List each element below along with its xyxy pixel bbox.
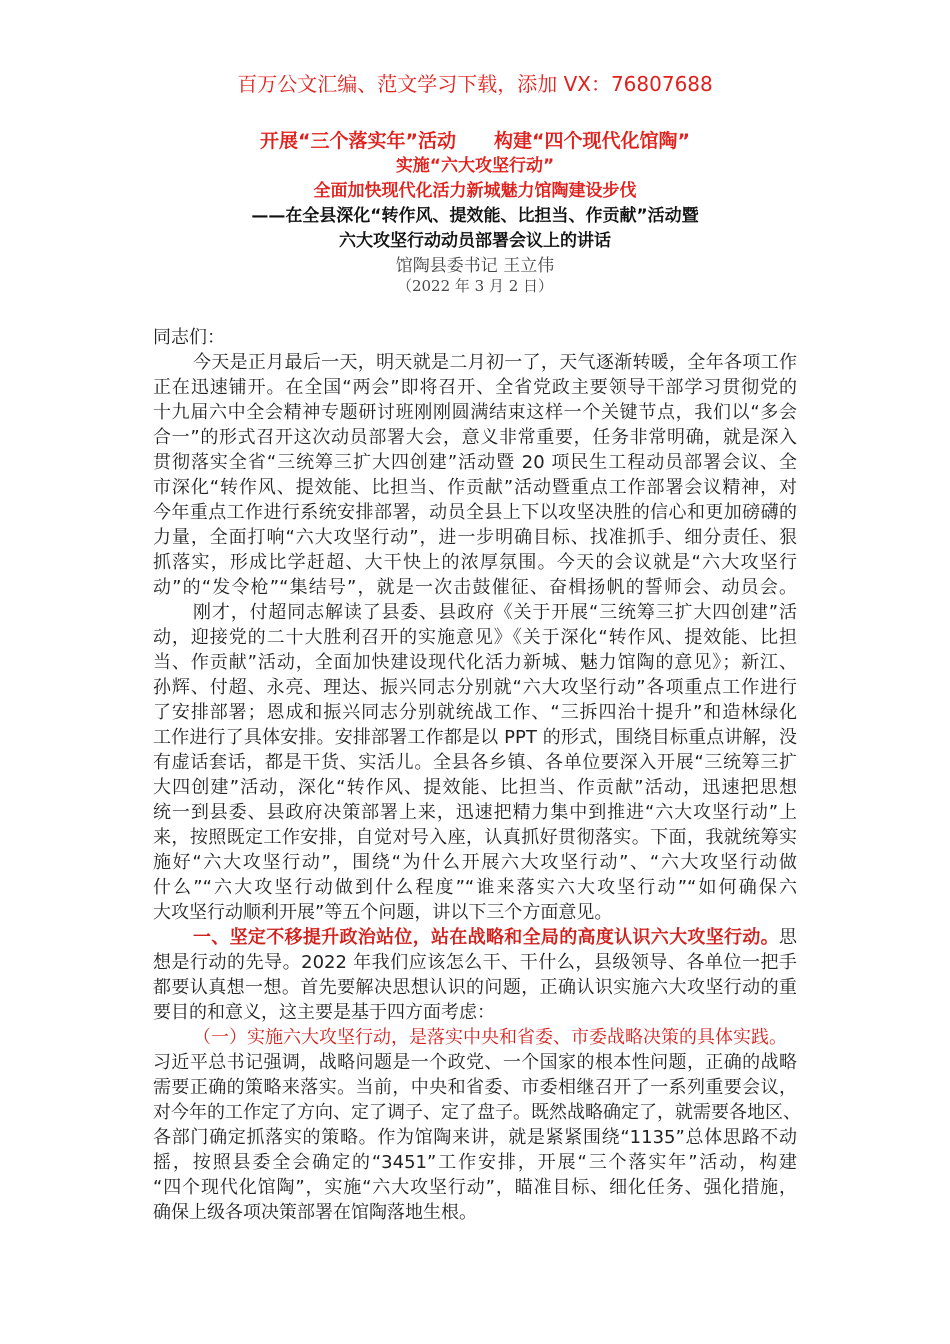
body-line [153,425,797,450]
body-line [153,875,797,900]
body-line [153,775,797,800]
body-line [153,350,797,375]
body-line [153,675,797,700]
body-line [153,800,797,825]
title-line-2: 实施“六大攻坚行动” [395,156,555,176]
line-text: 有虚话套话，都是干货、实活儿。全县各乡镇、各单位要深入开展“三统筹三扩 [153,752,797,773]
body-line [153,1150,797,1175]
line-text: 今天是正月最后一天，明天就是二月初一了，天气逐渐转暖，全年各项工作 [193,352,797,373]
line-text: “四个现代化馆陶”，实施“六大攻坚行动”，瞄准目标、细化任务、强化措施， [153,1177,797,1198]
line-text: 思 [779,927,797,948]
body-line [153,1000,797,1025]
body-line [153,475,797,500]
body-line [153,1125,797,1150]
line-text: 需要正确的策略来落实。当前，中央和省委、市委相继召开了一系列重要会议， [153,1077,797,1098]
line-text: 统一到县委、县政府决策部署上来，迅速把精力集中到推进“六大攻坚行动”上 [153,802,797,823]
body-line [153,650,797,675]
subtitle-line-1: ——在全县深化“转作风、提效能、比担当、作贡献”活动暨 [251,206,699,226]
section-heading-line [153,925,797,950]
body-line [153,450,797,475]
body-line [153,825,797,850]
line-text: 对今年的工作定了方向、定了调子、定了盘子。既然战略确定了，就需要各地区、 [153,1102,801,1123]
body-line [153,975,797,1000]
line-text: 大四创建”活动，深化“转作风、提效能、比担当、作贡献”活动，迅速把思想 [153,777,797,798]
section-heading: （一）实施六大攻坚行动，是落实中央和省委、市委战略决策的具体实践。 [193,1027,787,1048]
body-line [153,1075,797,1100]
line-text: 贯彻落实全省“三统筹三扩大四创建”活动暨 20 项民生工程动员部署会议、全 [153,452,797,473]
body-line [153,550,797,575]
body-line [153,700,797,725]
body-line [153,600,797,625]
section-heading-line [153,1025,797,1050]
line-text: 动”的“发令枪”“集结号”，就是一次击鼓催征、奋楫扬帆的誓师会、动员会。 [153,577,797,598]
line-text: 想是行动的先导。2022 年我们应该怎么干、干什么，县级领导、各单位一把手 [153,952,797,973]
line-text: 要目的和意义，这主要是基于四方面考虑： [153,1002,495,1023]
line-text: 习近平总书记强调，战略问题是一个政党、一个国家的根本性问题，正确的战略 [153,1052,797,1073]
line-text: 了安排部署；恩成和振兴同志分别就统战工作、“三拆四治十提升”和造林绿化 [153,702,797,723]
title-line-1: 开展“三个落实年”活动 构建“四个现代化馆陶” [260,130,690,152]
body-line [153,750,797,775]
line-text: 各部门确定抓落实的策略。作为馆陶来讲，就是紧紧围绕“1135”总体思路不动 [153,1127,797,1148]
body-line [153,1050,797,1075]
line-text: 什么”“六大攻坚行动做到什么程度”“谁来落实六大攻坚行动”“如何确保六 [153,877,797,898]
line-text: 当、作贡献”活动，全面加快建设现代化活力新城、魅力馆陶的意见》；新江、 [153,652,797,673]
line-text: 抓落实，形成比学赶超、大干快上的浓厚氛围。今天的会议就是“六大攻坚行 [153,552,797,573]
date: （2022 年 3 月 2 日） [396,277,554,295]
body-line [153,500,797,525]
line-text: 今年重点工作进行系统安排部署，动员全县上下以攻坚决胜的信心和更加磅礴的 [153,502,797,523]
speech-body [153,325,801,1225]
body-line [153,1175,797,1200]
body-line [153,375,797,400]
line-text: 都要认真想一想。首先要解决思想认识的问题，正确认识实施六大攻坚行动的重 [153,977,797,998]
body-line [153,625,797,650]
line-text: 来，按照既定工作安排，自觉对号入座，认真抓好贯彻落实。下面，我就统筹实 [153,827,797,848]
body-line [153,1100,801,1125]
body-line [153,575,797,600]
line-text: 工作进行了具体安排。安排部署工作都是以 PPT 的形式，围绕目标重点讲解，没 [153,727,797,748]
line-text: 确保上级各项决策部署在馆陶落地生根。 [153,1202,477,1223]
line-text: 摇，按照县委全会确定的“3451”工作安排，开展“三个落实年”活动，构建 [153,1152,797,1173]
body-line [153,325,797,350]
body-line [153,525,797,550]
line-text: 合一”的形式召开这次动员部署大会，意义非常重要，任务非常明确，就是深入 [153,427,797,448]
line-text: 刚才，付超同志解读了县委、县政府《关于开展“三统筹三扩大四创建”活 [193,602,797,623]
line-text: 正在迅速铺开。在全国“两会”即将召开、全省党政主要领导干部学习贯彻党的 [153,377,797,398]
body-line [153,900,797,925]
watermark-banner: 百万公文汇编、范文学习下载，添加 VX：76807688 [237,72,713,96]
line-text: 市深化“转作风、提效能、比担当、作贡献”活动暨重点工作部署会议精神，对 [153,477,797,498]
author: 馆陶县委书记 王立伟 [395,256,555,276]
subtitle-line-2: 六大攻坚行动动员部署会议上的讲话 [339,231,611,251]
title-line-3: 全面加快现代化活力新城魅力馆陶建设步伐 [313,181,637,201]
body-line [153,1200,797,1225]
body-line [153,400,797,425]
section-heading: 一、坚定不移提升政治站位，站在战略和全局的高度认识六大攻坚行动。 [193,927,779,948]
line-text: 力量，全面打响“六大攻坚行动”，进一步明确目标、找准抓手、细分责任、狠 [153,527,797,548]
line-text: 动，迎接党的二十大胜利召开的实施意见》《关于深化“转作风、提效能、比担 [153,627,797,648]
line-text: 施好“六大攻坚行动”，围绕“为什么开展六大攻坚行动”、“六大攻坚行动做 [153,852,797,873]
line-text: 孙辉、付超、永亮、理达、振兴同志分别就“六大攻坚行动”各项重点工作进行 [153,677,797,698]
line-text: 大攻坚行动顺利开展”等五个问题，讲以下三个方面意见。 [153,902,613,923]
body-line [153,950,797,975]
line-text: 十九届六中全会精神专题研讨班刚刚圆满结束这样一个关键节点，我们以“多会 [153,402,797,423]
body-line [153,725,797,750]
body-line [153,850,797,875]
line-text: 同志们： [153,327,225,348]
